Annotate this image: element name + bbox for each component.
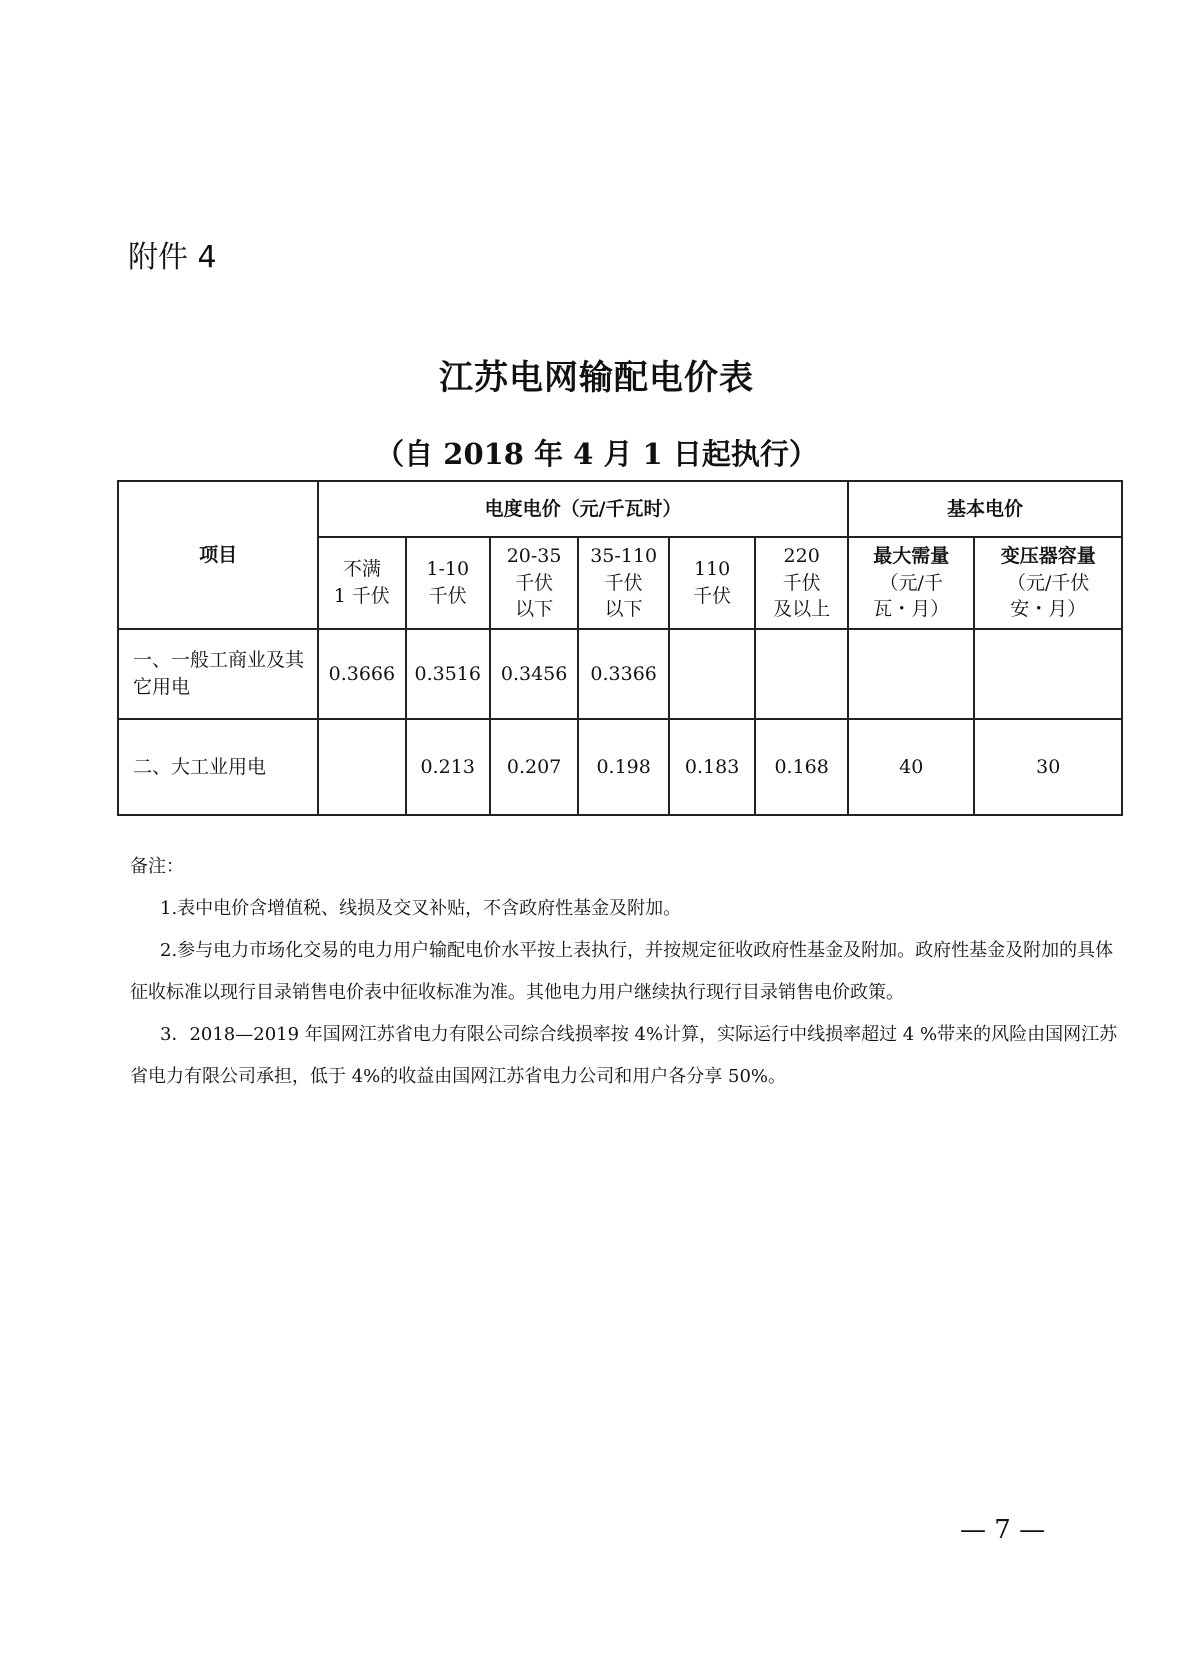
- col-name: 最大需量: [873, 545, 950, 568]
- energy-col-header: [406, 537, 490, 629]
- col-unit: 安・月）: [1010, 598, 1087, 621]
- item-header: 项目: [118, 481, 318, 629]
- col-name: 变压器容量: [1000, 545, 1096, 568]
- table-cell: [974, 629, 1122, 719]
- col-line: 千伏: [782, 571, 821, 594]
- row-label-line: 一、一般工商业及其: [133, 649, 305, 672]
- col-line: 不满: [342, 558, 381, 581]
- price-table: [117, 480, 1123, 816]
- col-unit: （元/千: [879, 571, 943, 594]
- note-item: 1.表中电价含增值税、线损及交叉补贴，不含政府性基金及附加。: [160, 898, 682, 919]
- table-cell: 0.207: [490, 719, 578, 815]
- energy-col-header: [755, 537, 848, 629]
- col-line: 千伏: [428, 585, 467, 607]
- basic-col-header-demand: [848, 537, 974, 629]
- col-line: 千伏: [515, 571, 554, 594]
- note-item: 3．2018—2019 年国网江苏省电力有限公司综合线损率按 4%计算，实际运行中线损率超过 4 %带来的风险由国网江苏省电力有限公司承担，低于 4%的收益由国网江苏省电力公司和用户各分享 50%。: [130, 1024, 1118, 1087]
- note-item: 2.参与电力市场化交易的电力用户输配电价水平按上表执行，并按规定征收政府性基金及附加。政府性基金及附加的具体征收标准以现行目录销售电价表中征收标准为准。其他电力用户继续执行现行目录销售电价政策。: [130, 940, 1114, 1003]
- table-cell: [318, 719, 405, 815]
- table-cell: [848, 629, 974, 719]
- col-line: 以下: [515, 598, 554, 621]
- table-cell: 0.3366: [578, 629, 669, 719]
- col-line: 20-35: [506, 545, 562, 568]
- col-unit: （元/千伏: [1007, 571, 1090, 594]
- table-cell: 0.183: [669, 719, 755, 815]
- attachment-label: 附件 4: [128, 240, 217, 275]
- table-cell: 0.213: [406, 719, 490, 815]
- energy-col-header: [669, 537, 755, 629]
- notes-heading: 备注：: [130, 856, 184, 877]
- table-cell: 0.198: [578, 719, 669, 815]
- row-label: [118, 629, 318, 719]
- table-cell: 40: [848, 719, 974, 815]
- document-title: 江苏电网输配电价表: [439, 358, 754, 398]
- document-subtitle: （自 2018 年 4 月 1 日起执行）: [375, 437, 818, 471]
- row-label-line: 二、大工业用电: [133, 755, 267, 778]
- table-cell: 30: [974, 719, 1122, 815]
- col-line: 220: [783, 545, 820, 568]
- col-unit: 瓦・月）: [873, 598, 950, 621]
- row-label: [118, 719, 318, 815]
- table-cell: [755, 629, 848, 719]
- table-row: [118, 719, 1122, 815]
- col-line: 千伏: [604, 571, 643, 594]
- table-row: [118, 629, 1122, 719]
- table-cell: [669, 629, 755, 719]
- table-cell: 0.3516: [406, 629, 490, 719]
- col-line: 1-10: [426, 558, 470, 581]
- col-line: 35-110: [590, 545, 658, 568]
- table-cell: 0.3456: [490, 629, 578, 719]
- table-cell: 0.3666: [318, 629, 405, 719]
- energy-col-header: [490, 537, 578, 629]
- table-cell: 0.168: [755, 719, 848, 815]
- basic-price-header: 基本电价: [848, 481, 1122, 537]
- col-line: 千伏: [693, 585, 732, 607]
- basic-col-header-capacity: [974, 537, 1122, 629]
- col-line: 1 千伏: [333, 585, 390, 607]
- col-line: 110: [693, 558, 731, 581]
- col-line: 以下: [604, 598, 643, 621]
- notes-section: [130, 846, 1120, 1098]
- energy-col-header: [318, 537, 405, 629]
- energy-col-header: [578, 537, 669, 629]
- page-number: — 7 —: [960, 1515, 1046, 1545]
- row-label-line: 它用电: [133, 676, 191, 698]
- col-line: 及以上: [773, 598, 831, 621]
- energy-price-header: 电度电价（元/千瓦时）: [318, 481, 848, 537]
